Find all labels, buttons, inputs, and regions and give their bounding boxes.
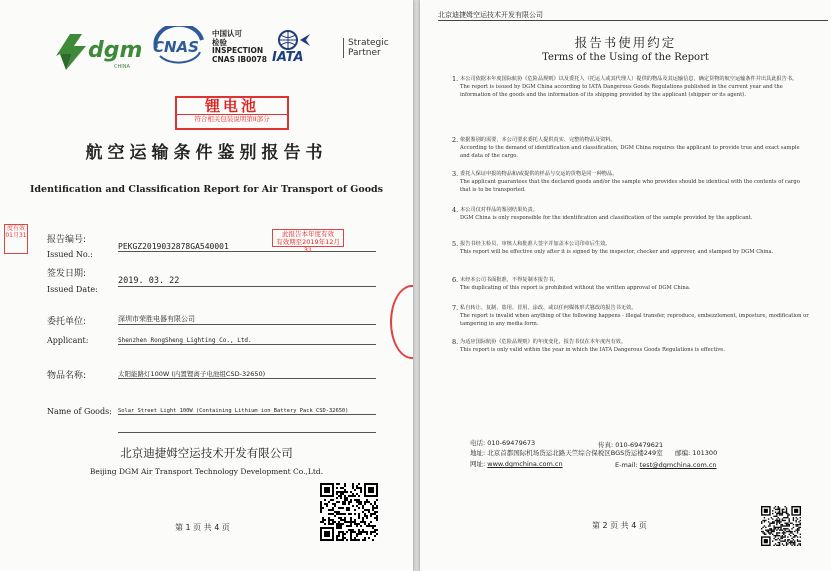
lithium-battery-stamp-title: 锂电池 xyxy=(204,97,259,115)
term-item-3 xyxy=(452,170,810,194)
email-link[interactable]: test@dgmchina.com.cn xyxy=(639,461,717,469)
email-label: E-mail: xyxy=(615,461,638,469)
term-item-6-cn: 未经本公司书面批准，不得复制本报告书。 xyxy=(460,277,559,283)
cnas-line-2: 检验 xyxy=(212,37,227,47)
report-page-1 xyxy=(0,0,413,571)
term-item-6-en: The duplicating of this report is prohibited without the written approval of DGM China. xyxy=(460,285,691,291)
validity-notice-line-2: 有效期至2019年12月31 xyxy=(276,238,340,254)
contact-fax-row xyxy=(598,440,663,449)
iata-partner-line-1: Strategic xyxy=(348,38,389,48)
term-item-8 xyxy=(452,338,810,354)
goods-value-en: Solar Street Light 100W (Containing Lithium ion Battery Pack CSD-32650) xyxy=(118,408,376,415)
term-item-1 xyxy=(452,75,810,99)
issuer-company-en: Beijing DGM Air Transport Technology Development Co.,Ltd. xyxy=(89,467,324,476)
terms-title-en: Terms of the Using of the Report xyxy=(542,52,709,63)
dgm-logo-sub: CHINA xyxy=(114,64,130,70)
dgm-logo xyxy=(52,26,144,74)
term-item-1-en: The report is issued by DGM China according to IATA Dangerous Goods Regulations published in the current year and the information of the goods and the information of its shipping provided by the applicant (shipper or its agent). xyxy=(460,84,783,98)
arc-seal-stamp xyxy=(390,285,413,359)
iata-logo-text: IATA xyxy=(272,50,304,65)
issuer-company-cn: 北京迪捷姆空运技术开发有限公司 xyxy=(120,446,293,460)
term-item-3-cn: 委托人保证申报的物品和/或提供的样品与交运的货物是同一种物品。 xyxy=(460,171,618,177)
report-title-en: Identification and Classification Report for Air Transport of Goods xyxy=(29,184,384,195)
postcode-label: 邮编: xyxy=(675,449,691,457)
term-item-3-number: 3. xyxy=(452,170,459,178)
dgm-logo-text: dgm xyxy=(88,38,143,63)
goods-value-cn: 太阳能路灯100W (内置锂离子电池组CSD-32650) xyxy=(118,369,376,379)
web-label: 网址: xyxy=(470,460,486,468)
term-item-3-en: The applicant guarantees that the declared goods and/or the sample who provides should be identical with the contents of cargo that is to be transported. xyxy=(460,179,800,193)
report-page-2 xyxy=(420,0,831,571)
iata-logo xyxy=(270,28,340,66)
validity-notice-stamp xyxy=(272,229,344,254)
term-item-4-number: 4. xyxy=(452,206,459,214)
contact-address-row xyxy=(470,448,717,457)
term-item-4 xyxy=(452,206,810,222)
report-no-label-cn: 报告编号: xyxy=(47,235,87,245)
term-item-1-cn: 本公司依据本年度国际航协《危险品规则》以及委托人（托运人或其代理人）提供的物品及其运输信息，确定货物的航空运输条件并出具此报告书。 xyxy=(460,76,798,82)
postcode-value: 101300 xyxy=(692,449,718,457)
term-item-6-number: 6. xyxy=(452,276,459,284)
issue-date-label-cn: 签发日期: xyxy=(47,269,87,279)
qr-code-page-1 xyxy=(320,483,378,541)
iata-partner-line-2: Partner xyxy=(348,48,381,58)
address-value: 北京首都国际机场货运北路天竺综合保税区BGS货运楼249室 xyxy=(487,449,663,457)
report-title-cn: 航空运输条件鉴别报告书 xyxy=(85,143,328,163)
cnas-line-1: 中国认可 xyxy=(212,29,242,38)
term-item-2-number: 2. xyxy=(452,136,459,144)
cnas-logo-text: CNAS xyxy=(153,38,199,56)
fax-label: 传真: xyxy=(598,441,614,449)
issue-date-label-en: Issued Date: xyxy=(47,285,98,294)
applicant-value-cn: 深圳市荣胜电器有限公司 xyxy=(118,314,376,325)
term-item-4-cn: 本公司仅对样品的鉴别结果负责。 xyxy=(460,207,538,213)
contact-tel-row xyxy=(470,438,535,447)
term-item-8-en: This report is only valid within the year in which the IATA Dangerous Goods Regulations is effective. xyxy=(460,347,725,353)
term-item-8-cn: 为适应国际航协《危险品规则》的年度变化，报告书仅在本年度内有效。 xyxy=(460,339,627,345)
term-item-6 xyxy=(452,276,810,292)
term-item-5 xyxy=(452,240,810,256)
cnas-line-4: CNAS IB0078 xyxy=(212,54,267,64)
cnas-line-3: INSPECTION xyxy=(212,46,264,55)
web-link[interactable]: www.dgmchina.com.cn xyxy=(487,460,563,468)
page-2-header-rule xyxy=(438,20,828,21)
applicant-label-cn: 委托单位: xyxy=(47,317,87,327)
applicant-label-en: Applicant: xyxy=(47,336,89,345)
goods-label-cn: 物品名称: xyxy=(47,371,87,381)
fax-value: 010-69479621 xyxy=(615,441,664,449)
term-item-2 xyxy=(452,136,810,160)
lithium-battery-stamp xyxy=(175,96,289,130)
tel-label: 电话: xyxy=(470,439,486,447)
applicant-value-en: Shenzhen RongSheng Lighting Co., Ltd. xyxy=(118,337,376,345)
term-item-5-en: This report will be effective only after it is signed by the inspector, checker and approver, and stamped by DGM China. xyxy=(460,249,774,255)
lithium-battery-stamp-sub: 符合相关包装说明第II部分 xyxy=(177,114,287,123)
goods-extra-line xyxy=(118,432,376,433)
contact-web-row xyxy=(470,459,563,468)
term-item-5-number: 5. xyxy=(452,240,459,248)
term-item-2-cn: 依据鉴别的需要，本公司要求委托人提供真实、完整的物品及资料。 xyxy=(460,137,616,143)
iata-strategic-partner xyxy=(343,38,389,58)
term-item-2-en: According to the demand of identification and classification, DGM China requires the applicant to provide true and exact sample and data of the cargo. xyxy=(460,145,800,159)
term-item-1-number: 1. xyxy=(452,75,459,83)
tel-value: 010-69479673 xyxy=(487,439,536,447)
term-item-7-number: 7. xyxy=(452,304,459,312)
report-no-value: PEKGZ2019032878GA540001 xyxy=(118,242,376,252)
term-item-4-en: DGM China is only responsible for the identification and classification of the sample provided by the applicant. xyxy=(460,215,753,221)
issue-date-value: 2019. 03. 22 xyxy=(118,276,376,287)
side-validity-stamp: 度有效 01月31 xyxy=(4,224,28,254)
term-item-7-cn: 私自转让、复制、盗用、冒用、涂改、或以任何媒体形式篡改的报告书无效。 xyxy=(460,305,637,311)
address-label: 地址: xyxy=(470,449,486,457)
term-item-5-cn: 报告书经主检员、审核人和批准人签字并加盖本公司印章后生效。 xyxy=(460,241,611,247)
goods-label-en: Name of Goods: xyxy=(47,407,112,416)
page-number-1: 第 1 页 共 4 页 xyxy=(175,523,230,532)
term-item-7 xyxy=(452,304,810,328)
term-item-8-number: 8. xyxy=(452,338,459,346)
cnas-accreditation-text xyxy=(212,30,267,64)
qr-code-page-2 xyxy=(761,506,801,546)
contact-email-row xyxy=(615,461,717,469)
page-number-2: 第 2 页 共 4 页 xyxy=(592,521,647,530)
validity-notice-line-1: 此报告本年度有效 xyxy=(282,230,334,238)
page-2-header-company: 北京迪捷姆空运技术开发有限公司 xyxy=(438,11,543,19)
report-no-label-en: Issued No.: xyxy=(47,250,93,259)
cnas-logo xyxy=(150,26,208,68)
term-item-7-en: The report is invalid when anything of the following happens - illegal transfer, reproduce, embezzlement, imposture, modification or tampering in any media form. xyxy=(460,313,809,327)
terms-title-cn: 报告书使用约定 xyxy=(574,35,677,50)
